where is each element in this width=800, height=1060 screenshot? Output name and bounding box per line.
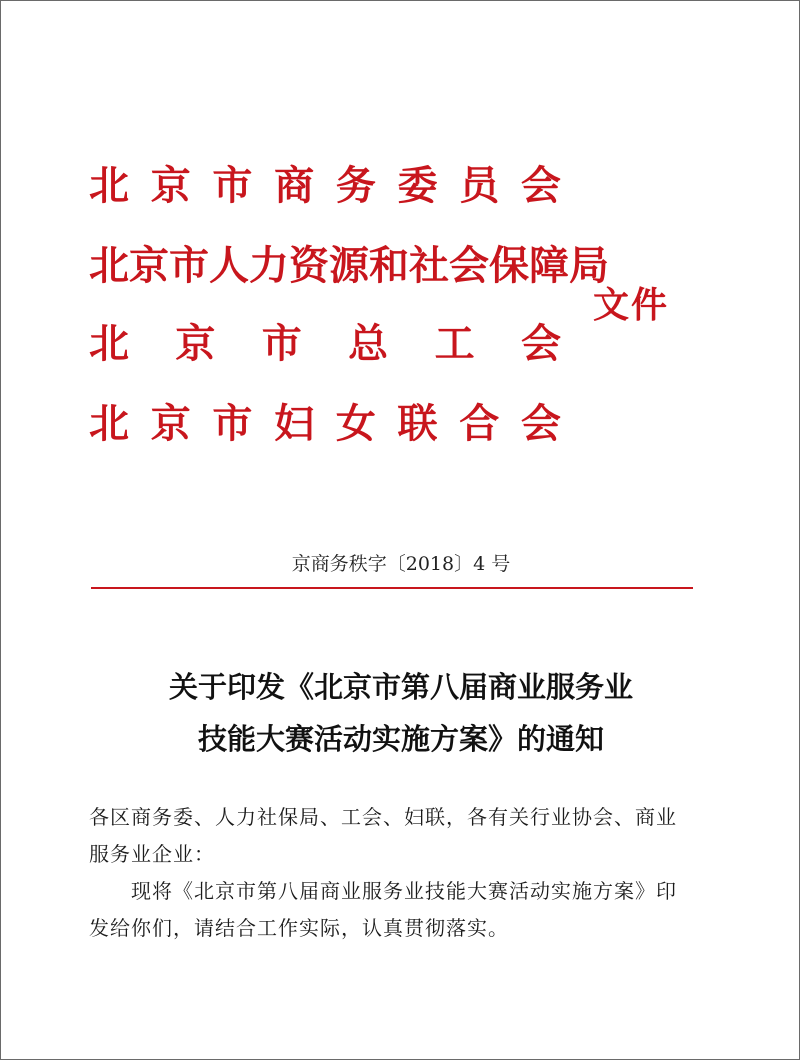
issuer-char: 会 [520, 321, 561, 367]
issuer-char: 委 [397, 163, 438, 209]
title-line-1: 关于印发《北京市第八届商业服务业 [168, 670, 633, 704]
issuer-char: 市 [212, 401, 253, 447]
issuer-char: 员 [459, 163, 500, 209]
issuer-char: 总 [348, 321, 389, 367]
issuer-char: 局 [569, 243, 609, 289]
issuer-char: 女 [335, 401, 376, 447]
issuer-char: 资 [289, 243, 329, 289]
body-paragraph: 现将《北京市第八届商业服务业技能大赛活动实施方案》印发给你们，请结合工作实际，认真贯彻落实。 [89, 879, 677, 940]
issuer-char: 市 [169, 243, 209, 289]
issuer-char: 障 [529, 243, 569, 289]
issuer-char: 市 [261, 321, 302, 367]
issuer-char: 人 [209, 243, 249, 289]
issuer-char: 工 [434, 321, 475, 367]
issuer-char: 北 [89, 321, 129, 367]
issuer-char: 力 [249, 243, 289, 289]
issuer-char: 京 [129, 243, 169, 289]
recipients-line: 各区商务委、人力社保局、工会、妇联，各有关行业协会、商业服务业企业： [89, 805, 677, 866]
issuer-char: 和 [369, 243, 409, 289]
issuer-char: 合 [459, 401, 500, 447]
document-type-label: 文件 [593, 285, 670, 326]
issuer-federation-of-trade-unions [89, 319, 561, 369]
issuer-char: 源 [329, 243, 369, 289]
issuer-char: 务 [335, 163, 376, 209]
issuer-char: 北 [89, 163, 129, 209]
document-body [89, 799, 695, 947]
issuer-char: 会 [449, 243, 489, 289]
issuer-human-resources-bureau [89, 241, 609, 291]
issuer-char: 社 [409, 243, 449, 289]
title-line-2: 技能大赛活动实施方案》的通知 [197, 722, 604, 756]
issuer-char: 京 [150, 163, 191, 209]
document-title [1, 661, 800, 765]
issuer-char: 北 [89, 243, 129, 289]
issuer-char: 京 [175, 321, 216, 367]
issuer-char: 联 [397, 401, 438, 447]
issuer-char: 妇 [274, 401, 315, 447]
issuer-char: 京 [150, 401, 191, 447]
issuer-char: 市 [212, 163, 253, 209]
issuer-char: 会 [520, 401, 561, 447]
document-number: 京商务秩字〔2018〕4 号 [291, 553, 511, 575]
issuer-char: 保 [489, 243, 529, 289]
issuer-char: 会 [520, 163, 561, 209]
issuer-char: 北 [89, 401, 129, 447]
issuer-char: 商 [274, 163, 315, 209]
issuer-commerce-commission [89, 161, 561, 211]
issuer-womens-federation [89, 399, 561, 449]
red-divider-line [91, 587, 693, 589]
